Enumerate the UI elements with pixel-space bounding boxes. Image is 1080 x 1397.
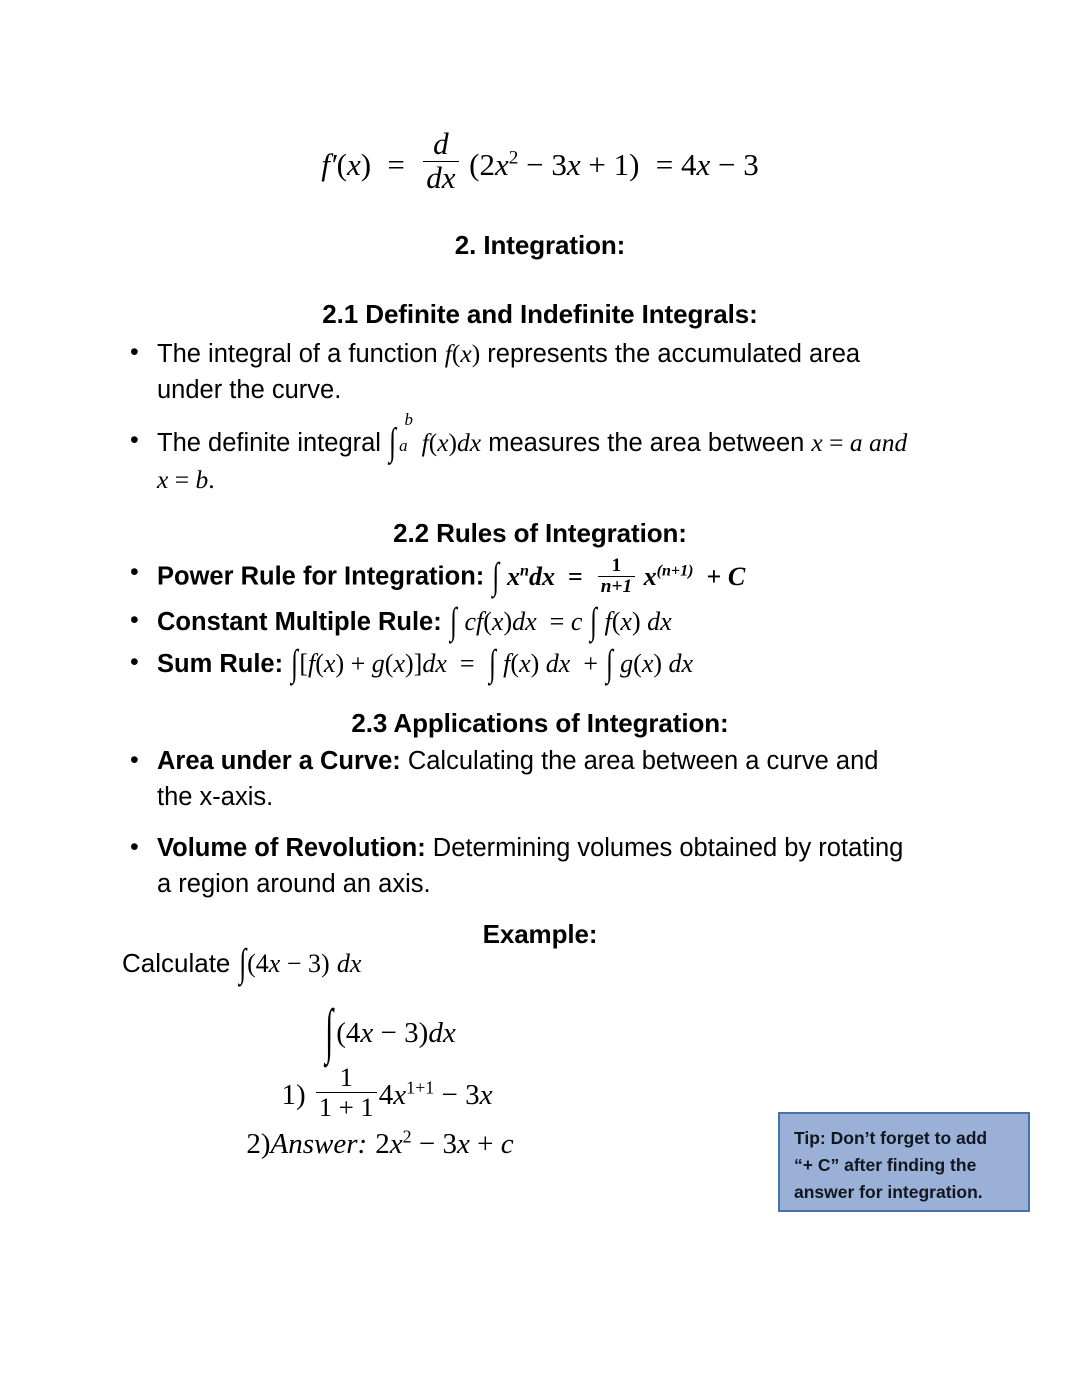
list-item: • The definite integral ∫ b a f(x)dx measures the area between x = a and x = b. — [122, 424, 912, 498]
bullet-2-1-1-text-after: represents the accumulated area under the curve. — [157, 340, 861, 404]
work-step1-number: 1) — [281, 1079, 306, 1112]
bullet-list-2-3 — [122, 744, 912, 905]
application-desc-area: Calculating the area between a curve and the x-axis. — [157, 747, 879, 811]
work-line-step2: 2)Answer: $2x^2 - 3x + c$ — [246, 1126, 514, 1160]
list-item: • Power Rule for Integration: ∫ $x^ndx$ = $\frac{1}{n+1}$ $x^{(n+1)} + C$ — [122, 556, 912, 598]
tip-callout-box — [778, 1112, 1030, 1212]
tip-line-3: answer for integration. — [794, 1182, 983, 1203]
example-prompt: Calculate ∫(4x − 3) dx — [122, 941, 362, 985]
work-step1-numerator: 1 — [339, 1062, 353, 1093]
heading-2-2: 2.2 Rules of Integration: — [393, 518, 687, 548]
list-item — [122, 744, 912, 815]
rule-label-constant-multiple: Constant Multiple Rule: — [157, 607, 442, 636]
heading-2-3: 2.3 Applications of Integration: — [351, 708, 729, 738]
list-item: • The integral of a function f(x) represents the accumulated area under the curve. — [122, 336, 912, 408]
bullet-list-2-2 — [122, 556, 912, 685]
list-item: • Constant Multiple Rule: ∫ cf(x)dx = c ∫ f(x) dx — [122, 604, 912, 641]
list-item — [122, 831, 912, 902]
application-label-area: Area under a Curve: — [157, 747, 401, 775]
work-step2-label: Answer: — [270, 1127, 368, 1160]
rule-label-sum: Sum Rule: — [157, 650, 284, 679]
tip-line-2: “+ C” after finding the — [794, 1155, 977, 1176]
integral-upper-limit: b — [404, 410, 413, 430]
work-line-step1: 1) $\frac{1}{1 + 1}$ $4x^{1+1} - 3x$ — [281, 1062, 493, 1122]
bullet-list-2-1 — [122, 336, 912, 501]
bullet-2-1-1-text-before: The integral of a function — [157, 340, 445, 368]
application-desc-volume: Determining volumes obtained by rotating a region around an axis. — [157, 834, 904, 899]
integral-lower-limit: a — [399, 436, 408, 456]
heading-section-2: 2. Integration: — [454, 230, 626, 260]
definite-integral-limits — [397, 410, 421, 456]
bullet-2-1-2-text-before: The definite integral — [157, 429, 389, 458]
top-derivative-equation: f′(x) = $\frac{d}{dx}$ $(2x^2 - 3x + 1) = 4x - 3$ — [321, 126, 759, 195]
application-label-volume: Volume of Revolution: — [157, 834, 426, 863]
list-item: • Sum Rule: ∫[f(x) + g(x)]dx = ∫ f(x) dx + ∫ g(x) dx — [122, 646, 912, 683]
work-step1-denominator: 1 + 1 — [316, 1092, 377, 1121]
work-step2-number: 2) — [246, 1127, 271, 1160]
heading-2-1: 2.1 Definite and Indefinite Integrals: — [322, 299, 758, 329]
rule-label-power: Power Rule for Integration: — [157, 562, 485, 591]
bullet-2-1-2-text-after: measures the area between — [481, 429, 812, 458]
tip-line-1: Tip: Don’t forget to add — [794, 1128, 988, 1148]
example-worked-solution — [0, 998, 760, 1162]
example-prompt-text: Calculate — [122, 948, 238, 978]
heading-example: Example: — [482, 919, 598, 949]
work-line-integral: ∫ (4x − 3)dx — [325, 998, 456, 1066]
